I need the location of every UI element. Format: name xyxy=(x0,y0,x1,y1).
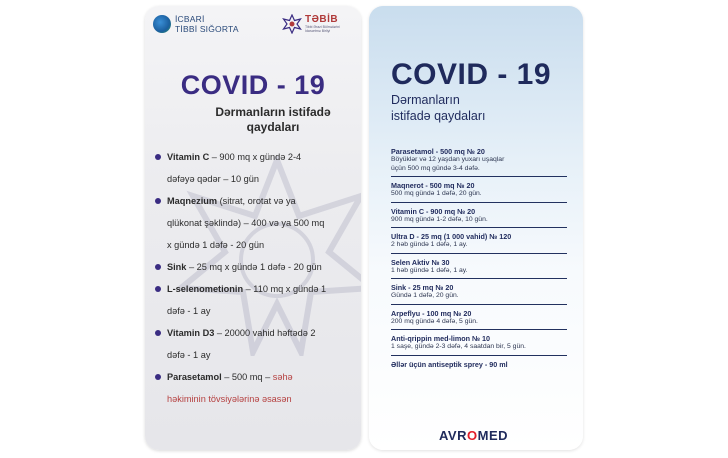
tabib-subtitle: Tibbi Ərazi Bölmələrini İdarəetmə Birliyi xyxy=(305,25,340,33)
tabib-name: TƏBİB xyxy=(305,14,339,25)
right-title: COVID - 19 xyxy=(391,58,552,91)
list-item: Selen Aktiv № 30 1 həb gündə 1 dəfə, 1 ay. xyxy=(391,258,567,280)
icbari-tibbi-sigorta-logo xyxy=(153,14,239,34)
list-item: Vitamin C - 900 mq № 20 900 mq gündə 1-2 dəfə, 10 gün. xyxy=(391,207,567,229)
isb-logo-icon xyxy=(153,15,171,33)
list-item: Əllər üçün antiseptik sprey - 90 ml xyxy=(391,359,508,369)
logo-row xyxy=(153,14,353,50)
bullet-icon xyxy=(155,330,161,336)
list-item: Sink - 25 mq № 20 Gündə 1 dəfə, 20 gün. xyxy=(391,283,567,305)
list-item: L-selenometionin – 110 mq x gündə 1 dəfə - 1 ay xyxy=(153,278,355,322)
tabib-star-icon xyxy=(282,14,302,34)
right-card xyxy=(369,6,583,450)
bullet-icon xyxy=(155,286,161,292)
list-item: Ultra D - 25 mq (1 000 vahid) № 120 2 həb gündə 1 dəfə, 1 ay. xyxy=(391,232,567,254)
left-title: COVID - 19 xyxy=(180,70,326,100)
list-item: Parasetamol - 500 mq № 20 Böyüklər və 12 yaşdan yuxarı uşaqlar üçün 500 mq gündə 3-4 dəfə. xyxy=(391,147,567,177)
right-subtitle: Dərmanların istifadə qaydaları xyxy=(391,93,486,123)
list-item: Vitamin C – 900 mq x gündə 2-4 dəfəyə qədər – 10 gün xyxy=(153,146,355,190)
tabib-logo xyxy=(282,14,349,34)
right-medication-list xyxy=(391,147,567,376)
list-item: Arpeflyu - 100 mq № 20 200 mq gündə 4 dəfə, 5 gün. xyxy=(391,309,567,331)
list-item: Maqnezium (sitrat, orotat və ya qlükonat şəklində) – 400 və ya 500 mq x gündə 1 dəfə - 20 gün xyxy=(153,190,355,256)
bullet-icon xyxy=(155,374,161,380)
bullet-icon xyxy=(155,198,161,204)
bullet-icon xyxy=(155,264,161,270)
left-subtitle: Dərmanların istifadə qaydaları xyxy=(215,105,331,134)
left-card xyxy=(145,6,361,450)
list-item: Parasetamol – 500 mq – səhə həkiminin tövsiyələrinə əsasən xyxy=(153,366,355,410)
avromed-logo: AVROMED xyxy=(439,428,508,443)
list-item: Maqnerot - 500 mq № 20 500 mq gündə 1 dəfə, 20 gün. xyxy=(391,181,567,203)
list-item: Anti-qrippin med-limon № 10 1 saşe, gündə 2-3 dəfə, 4 saatdan bir, 5 gün. xyxy=(391,334,567,356)
list-item: Vitamin D3 – 20000 vahid həftədə 2 dəfə - 1 ay xyxy=(153,322,355,366)
list-item: Sink – 25 mq x gündə 1 dəfə - 20 gün xyxy=(153,256,355,278)
bullet-icon xyxy=(155,154,161,160)
left-medication-list xyxy=(153,146,355,410)
isb-logo-line2: TİBBİ SIĞORTA xyxy=(175,24,239,34)
isb-logo-line1: İCBARİ xyxy=(175,14,205,24)
